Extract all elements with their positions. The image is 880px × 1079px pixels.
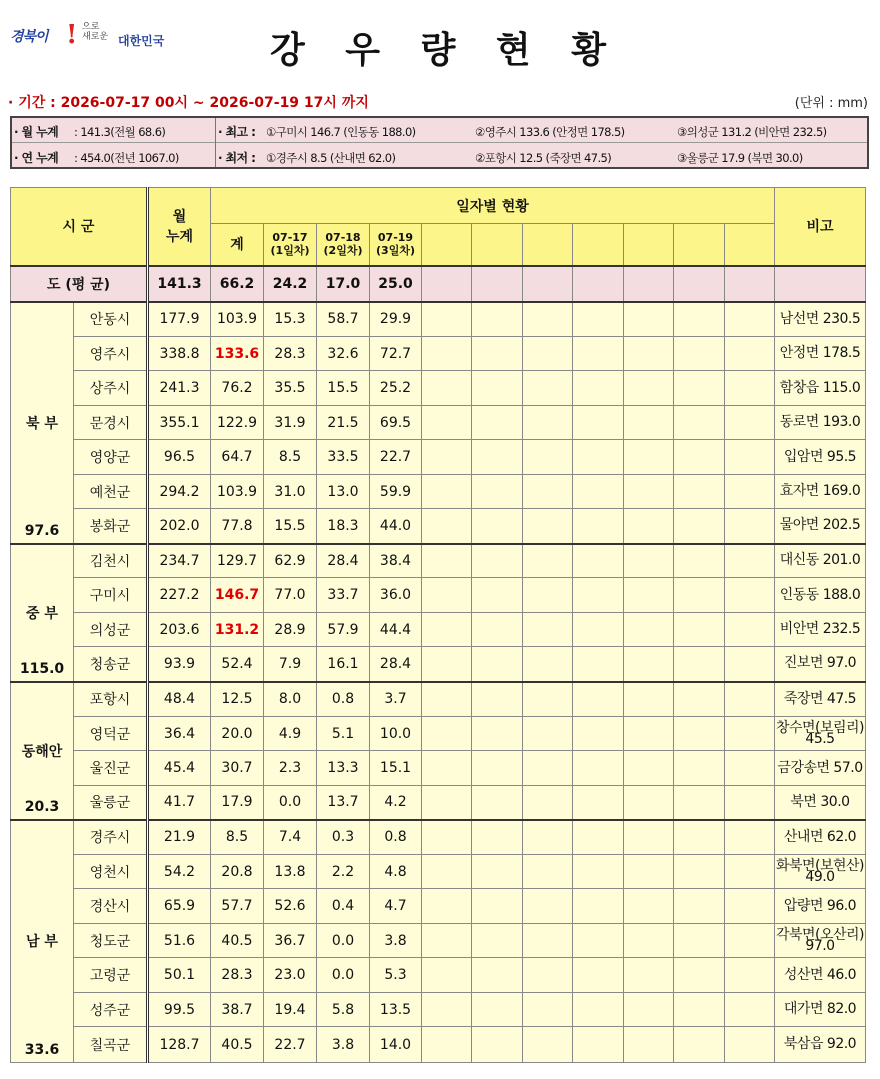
day-2-value: 15.5: [317, 371, 370, 406]
table-row: [11, 302, 866, 337]
day-1-value: 35.5: [264, 371, 317, 406]
table-row: [11, 337, 866, 371]
day-2-value: 33.5: [317, 440, 370, 475]
day-1-value: 2.3: [264, 751, 317, 786]
day-3-value: 4.8: [370, 855, 422, 889]
day-3-value: 22.7: [370, 440, 422, 475]
day-3-value: 15.1: [370, 751, 422, 786]
city-name: 영덕군: [74, 717, 148, 751]
note-max-station: 북삼읍 92.0: [775, 1027, 866, 1063]
day-1-value: 0.0: [264, 786, 317, 820]
day-3-value: 4.2: [370, 786, 422, 820]
day-3-value: 0.8: [370, 820, 422, 855]
city-name: 안동시: [74, 302, 148, 337]
monthly-total: 65.9: [148, 889, 211, 924]
note-max-station: 북면 30.0: [775, 786, 866, 820]
summary-box: [10, 116, 869, 169]
province-average-row: [11, 266, 866, 302]
day-3-value: 44.0: [370, 509, 422, 544]
min-label: · 최저 :: [218, 151, 256, 165]
header-sigun: 시 군: [11, 188, 148, 266]
logo-exclamation: !: [66, 20, 78, 50]
table-row: [11, 993, 866, 1027]
note-max-station: 효자면 169.0: [775, 475, 866, 509]
max-3: ③의성군 131.2 (비안면 232.5): [677, 125, 827, 139]
note-max-station: 함창읍 115.0: [775, 371, 866, 406]
note-max-station: 대신동 201.0: [775, 544, 866, 578]
city-name: 영양군: [74, 440, 148, 475]
year-total-value: : 454.0(전년 1067.0): [74, 151, 179, 165]
day-2-value: 57.9: [317, 613, 370, 647]
day-2-value: 2.2: [317, 855, 370, 889]
region-name: 북 부: [26, 415, 58, 432]
logo-big-text: 대한민국: [118, 34, 165, 48]
period-total: 122.9: [211, 406, 264, 440]
city-name: 칠곡군: [74, 1027, 148, 1063]
monthly-total: 99.5: [148, 993, 211, 1027]
table-row: [11, 578, 866, 613]
day-1-value: 15.5: [264, 509, 317, 544]
day-1-value: 15.3: [264, 302, 317, 337]
day-2-value: 5.8: [317, 993, 370, 1027]
province-average-d3: 25.0: [370, 266, 422, 302]
day-2-value: 58.7: [317, 302, 370, 337]
note-max-station: 안정면 178.5: [775, 337, 866, 371]
table-row: [11, 371, 866, 406]
table-row: [11, 717, 866, 751]
monthly-total: 202.0: [148, 509, 211, 544]
city-name: 청송군: [74, 647, 148, 682]
city-name: 영천시: [74, 855, 148, 889]
city-name: 봉화군: [74, 509, 148, 544]
note-max-station: 비안면 232.5: [775, 613, 866, 647]
region-cell: [11, 682, 74, 820]
table-row: [11, 958, 866, 993]
header-day-3: 07-19 (3일차): [370, 224, 422, 266]
day-3-value: 10.0: [370, 717, 422, 751]
period-total: 20.0: [211, 717, 264, 751]
day-3-value: 44.4: [370, 613, 422, 647]
region-cell: [11, 820, 74, 1063]
day-2-value: 13.3: [317, 751, 370, 786]
month-total-value: : 141.3(전월 68.6): [74, 125, 166, 139]
monthly-total: 36.4: [148, 717, 211, 751]
province-average-total: 66.2: [211, 266, 264, 302]
day-1-value: 31.0: [264, 475, 317, 509]
note-max-station: 대가면 82.0: [775, 993, 866, 1027]
monthly-total: 50.1: [148, 958, 211, 993]
province-average-d2: 17.0: [317, 266, 370, 302]
note-max-station: 압량면 96.0: [775, 889, 866, 924]
period-total: 8.5: [211, 820, 264, 855]
month-total-label: · 월 누계: [14, 125, 59, 139]
region-name: 중 부: [26, 605, 58, 622]
period-total: 77.8: [211, 509, 264, 544]
note-max-station: 각북면(오산리) 97.0: [775, 924, 866, 958]
day-1-value: 28.9: [264, 613, 317, 647]
day-3-value: 3.7: [370, 682, 422, 717]
table-row: [11, 440, 866, 475]
table-row: [11, 889, 866, 924]
day-1-value: 62.9: [264, 544, 317, 578]
city-name: 의성군: [74, 613, 148, 647]
day-2-value: 13.7: [317, 786, 370, 820]
table-row: [11, 1027, 866, 1063]
period-total: 129.7: [211, 544, 264, 578]
city-name: 포항시: [74, 682, 148, 717]
monthly-total: 45.4: [148, 751, 211, 786]
city-name: 경산시: [74, 889, 148, 924]
note-max-station: 창수면(보림리) 45.5: [775, 717, 866, 751]
note-max-station: 물야면 202.5: [775, 509, 866, 544]
province-average-label: 도 (평 균): [11, 266, 148, 302]
region-average: 33.6: [24, 1041, 60, 1058]
region-average: 97.6: [24, 522, 60, 539]
note-max-station: 금강송면 57.0: [775, 751, 866, 786]
note-max-station: 산내면 62.0: [775, 820, 866, 855]
table-row: [11, 820, 866, 855]
header-day-2: 07-18 (2일차): [317, 224, 370, 266]
day-2-value: 0.4: [317, 889, 370, 924]
day-2-value: 0.3: [317, 820, 370, 855]
day-3-value: 3.8: [370, 924, 422, 958]
header-daily: 일자별 현황: [211, 188, 775, 224]
period-total: 103.9: [211, 302, 264, 337]
min-2: ②포항시 12.5 (죽장면 47.5): [475, 151, 612, 165]
period-total: 28.3: [211, 958, 264, 993]
unit-text: (단위 : mm): [794, 96, 868, 111]
note-max-station: 죽장면 47.5: [775, 682, 866, 717]
monthly-total: 41.7: [148, 786, 211, 820]
day-3-value: 14.0: [370, 1027, 422, 1063]
table-row: [11, 855, 866, 889]
day-3-value: 5.3: [370, 958, 422, 993]
period-total: 146.7: [211, 578, 264, 613]
city-name: 예천군: [74, 475, 148, 509]
min-3: ③울릉군 17.9 (북면 30.0): [677, 151, 803, 165]
monthly-total: 227.2: [148, 578, 211, 613]
note-max-station: 입암면 95.5: [775, 440, 866, 475]
table-row: [11, 751, 866, 786]
monthly-total: 234.7: [148, 544, 211, 578]
day-2-value: 16.1: [317, 647, 370, 682]
day-2-value: 0.0: [317, 924, 370, 958]
period-total: 76.2: [211, 371, 264, 406]
header-total: 계: [211, 224, 264, 266]
city-name: 고령군: [74, 958, 148, 993]
page-title: 강 우 량 현 황: [269, 30, 620, 71]
day-2-value: 13.0: [317, 475, 370, 509]
period-text: · 기간 : 2026-07-17 00시 ~ 2026-07-19 17시 까지: [8, 95, 369, 111]
day-2-value: 5.1: [317, 717, 370, 751]
table-row: [11, 786, 866, 820]
monthly-total: 203.6: [148, 613, 211, 647]
day-3-value: 69.5: [370, 406, 422, 440]
city-name: 문경시: [74, 406, 148, 440]
period-total: 20.8: [211, 855, 264, 889]
monthly-total: 51.6: [148, 924, 211, 958]
day-3-value: 4.7: [370, 889, 422, 924]
day-1-value: 8.0: [264, 682, 317, 717]
day-1-value: 36.7: [264, 924, 317, 958]
table-row: [11, 613, 866, 647]
note-max-station: 진보면 97.0: [775, 647, 866, 682]
day-3-value: 28.4: [370, 647, 422, 682]
city-name: 청도군: [74, 924, 148, 958]
monthly-total: 294.2: [148, 475, 211, 509]
period-total: 30.7: [211, 751, 264, 786]
monthly-total: 96.5: [148, 440, 211, 475]
period-total: 131.2: [211, 613, 264, 647]
city-name: 김천시: [74, 544, 148, 578]
period-total: 40.5: [211, 1027, 264, 1063]
period-total: 133.6: [211, 337, 264, 371]
city-name: 영주시: [74, 337, 148, 371]
day-3-value: 13.5: [370, 993, 422, 1027]
day-3-value: 25.2: [370, 371, 422, 406]
monthly-total: 21.9: [148, 820, 211, 855]
max-label: · 최고 :: [218, 125, 256, 139]
region-name: 동해안: [21, 743, 63, 760]
monthly-total: 48.4: [148, 682, 211, 717]
city-name: 울진군: [74, 751, 148, 786]
monthly-total: 54.2: [148, 855, 211, 889]
city-name: 울릉군: [74, 786, 148, 820]
day-1-value: 23.0: [264, 958, 317, 993]
region-cell: [11, 302, 74, 544]
day-2-value: 0.0: [317, 958, 370, 993]
day-1-value: 7.9: [264, 647, 317, 682]
province-average-monthly: 141.3: [148, 266, 211, 302]
day-3-value: 36.0: [370, 578, 422, 613]
table-row: [11, 406, 866, 440]
day-1-value: 7.4: [264, 820, 317, 855]
note-max-station: 성산면 46.0: [775, 958, 866, 993]
day-1-value: 22.7: [264, 1027, 317, 1063]
period-total: 52.4: [211, 647, 264, 682]
note-max-station: 동로면 193.0: [775, 406, 866, 440]
day-2-value: 0.8: [317, 682, 370, 717]
rainfall-table: [10, 187, 866, 1063]
day-2-value: 33.7: [317, 578, 370, 613]
note-max-station: 인동동 188.0: [775, 578, 866, 613]
max-2: ②영주시 133.6 (안정면 178.5): [475, 125, 625, 139]
period-total: 38.7: [211, 993, 264, 1027]
monthly-total: 241.3: [148, 371, 211, 406]
region-cell: [11, 544, 74, 682]
province-average-d1: 24.2: [264, 266, 317, 302]
period-total: 57.7: [211, 889, 264, 924]
table-row: [11, 924, 866, 958]
period-total: 12.5: [211, 682, 264, 717]
day-3-value: 29.9: [370, 302, 422, 337]
monthly-total: 128.7: [148, 1027, 211, 1063]
day-1-value: 8.5: [264, 440, 317, 475]
table-row: [11, 544, 866, 578]
monthly-total: 355.1: [148, 406, 211, 440]
period-total: 64.7: [211, 440, 264, 475]
day-1-value: 13.8: [264, 855, 317, 889]
region-average: 20.3: [24, 798, 60, 815]
table-row: [11, 682, 866, 717]
monthly-total: 177.9: [148, 302, 211, 337]
header-note: 비고: [775, 188, 866, 266]
min-1: ①경주시 8.5 (산내면 62.0): [266, 151, 396, 165]
note-max-station: 화북면(보현산) 49.0: [775, 855, 866, 889]
day-3-value: 38.4: [370, 544, 422, 578]
year-total-label: · 연 누계: [14, 151, 59, 165]
day-2-value: 18.3: [317, 509, 370, 544]
day-1-value: 4.9: [264, 717, 317, 751]
day-2-value: 21.5: [317, 406, 370, 440]
table-row: [11, 647, 866, 682]
day-1-value: 19.4: [264, 993, 317, 1027]
day-2-value: 28.4: [317, 544, 370, 578]
day-1-value: 31.9: [264, 406, 317, 440]
table-row: [11, 509, 866, 544]
city-name: 성주군: [74, 993, 148, 1027]
city-name: 구미시: [74, 578, 148, 613]
day-2-value: 32.6: [317, 337, 370, 371]
day-3-value: 72.7: [370, 337, 422, 371]
day-2-value: 3.8: [317, 1027, 370, 1063]
day-3-value: 59.9: [370, 475, 422, 509]
day-1-value: 28.3: [264, 337, 317, 371]
period-total: 40.5: [211, 924, 264, 958]
period-total: 17.9: [211, 786, 264, 820]
monthly-total: 338.8: [148, 337, 211, 371]
logo-small-text: 으로 새로운: [82, 22, 109, 42]
day-1-value: 77.0: [264, 578, 317, 613]
header-day-1: 07-17 (1일차): [264, 224, 317, 266]
table-row: [11, 475, 866, 509]
monthly-total: 93.9: [148, 647, 211, 682]
period-total: 103.9: [211, 475, 264, 509]
note-max-station: 남선면 230.5: [775, 302, 866, 337]
region-average: 115.0: [19, 660, 65, 677]
day-1-value: 52.6: [264, 889, 317, 924]
region-name: 남 부: [26, 934, 58, 950]
logo-script: 경북이: [10, 29, 48, 45]
city-name: 경주시: [74, 820, 148, 855]
max-1: ①구미시 146.7 (인동동 188.0): [266, 125, 416, 139]
city-name: 상주시: [74, 371, 148, 406]
header-monthly: 월 누계: [148, 188, 211, 266]
